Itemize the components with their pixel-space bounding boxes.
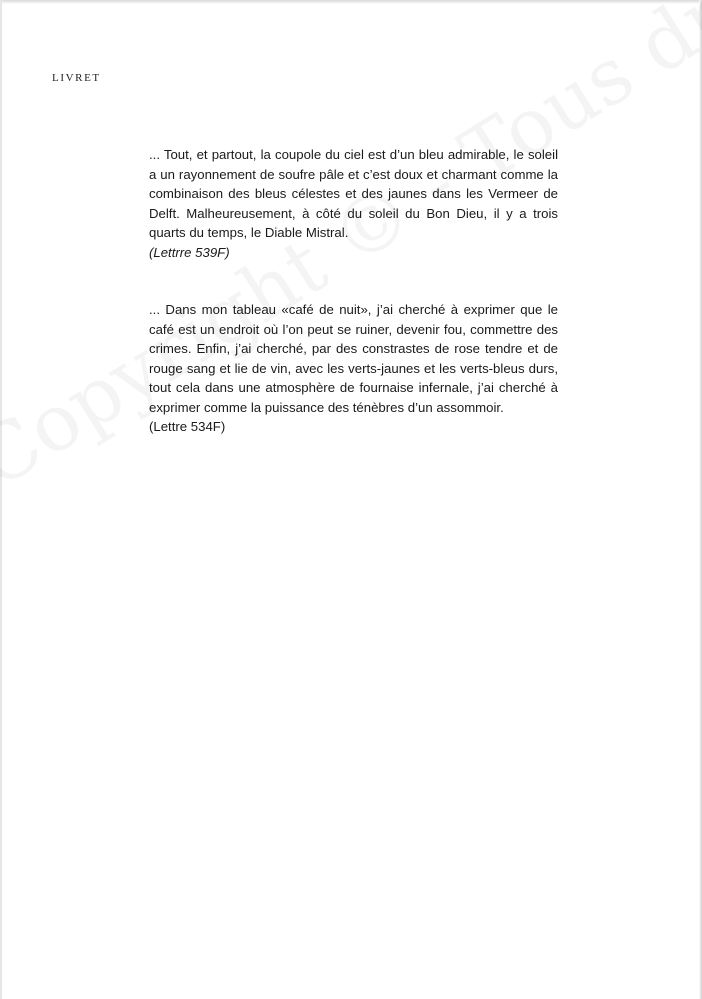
quote-citation: (Lettrre 539F): [149, 244, 230, 260]
page-header: LIVRET: [52, 72, 101, 84]
quote-block-2: [149, 300, 558, 437]
quote-citation: (Lettre 534F): [149, 419, 226, 434]
quote-text: ... Dans mon tableau «café de nuit», j’ai cherché à exprimer que le café est un endroit où l’on peut se ruiner, devenir fou, commettre des crimes. Enfin, j’ai cherché, par des constrastes de rose tendre et de rouge sang et lie de vin, avec les verts-jaunes et les verts-bleus durs, tout cela dans une atmosphère de fournaise infernale, j’ai cherché à exprimer comme la puissance des ténèbres d’un assommoir.: [149, 302, 558, 415]
scan-edge-left: [0, 0, 2, 999]
scan-edge-top: [0, 0, 702, 4]
quote-block-1: [149, 145, 558, 262]
quote-text: ... Tout, et partout, la coupole du ciel est d’un bleu admirable, le soleil a un rayonnement de soufre pâle et c’est doux et charmant comme la combinaison des bleus célestes et des jaunes dans les Vermeer de Delft. Malheureusement, à côté du soleil du Bon Dieu, il y a trois quarts du temps, le Diable Mistral.: [149, 147, 558, 240]
